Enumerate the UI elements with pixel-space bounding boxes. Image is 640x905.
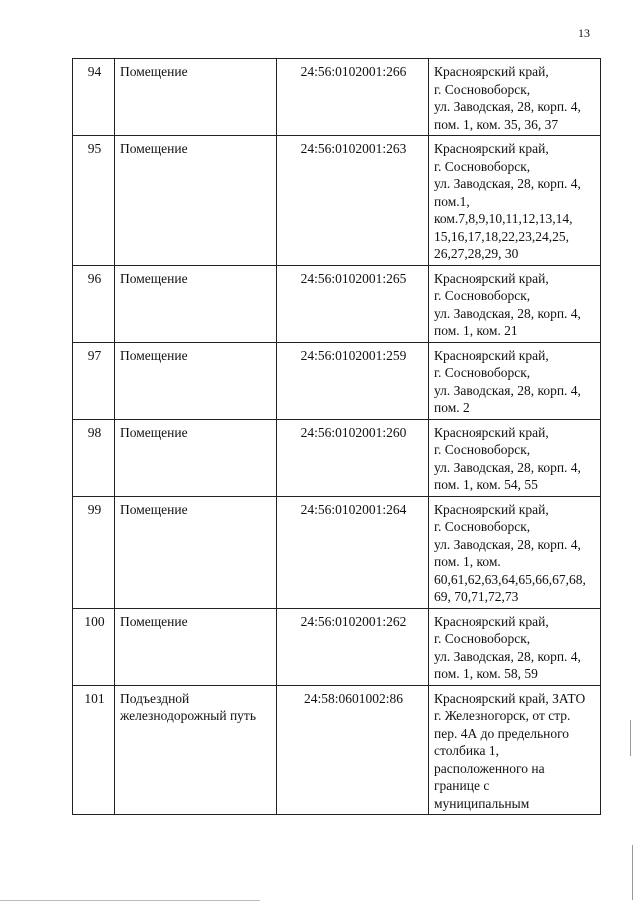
- address-line: г. Сосновоборск,: [434, 442, 531, 457]
- table-row: [73, 496, 601, 608]
- address-cell: [429, 608, 601, 685]
- address-line: Красноярский край,: [434, 613, 549, 629]
- address-line: расположенного на: [434, 760, 545, 776]
- address-line: 26,27,28,29, 30: [434, 246, 519, 261]
- address-cell: [429, 136, 601, 266]
- address-line: Красноярский край,: [434, 141, 549, 156]
- object-type-cell: [115, 685, 277, 815]
- address-cell: [429, 496, 601, 608]
- object-type-line: Помещение: [120, 141, 188, 156]
- page-number: 13: [578, 26, 590, 40]
- row-number: 101: [73, 685, 115, 815]
- row-number: 100: [73, 608, 115, 685]
- address-line: 69, 70,71,72,73: [434, 589, 519, 604]
- cadastral-number: 24:56:0102001:265: [277, 265, 429, 342]
- object-type-line: Подъездной: [120, 690, 190, 706]
- object-type-line: Помещение: [120, 64, 188, 79]
- address-line: пом. 1, ком. 35, 36, 37: [434, 116, 559, 132]
- table-row: [73, 136, 601, 266]
- address-line: пер. 4А до предельного: [434, 725, 570, 741]
- object-type-cell: [115, 265, 277, 342]
- address-cell: [429, 342, 601, 419]
- address-line: г. Сосновоборск,: [434, 288, 531, 303]
- cadastral-number: 24:56:0102001:260: [277, 419, 429, 496]
- table-row: [73, 608, 601, 685]
- address-line: ул. Заводская, 28, корп. 4,: [434, 648, 581, 664]
- address-line: ул. Заводская, 28, корп. 4,: [434, 382, 581, 398]
- address-line: ком.7,8,9,10,11,12,13,14,: [434, 211, 573, 226]
- address-cell: [429, 265, 601, 342]
- address-line: пом. 1, ком. 54, 55: [434, 477, 538, 492]
- object-type-cell: [115, 496, 277, 608]
- property-registry-table: [72, 58, 601, 815]
- address-line: г. Сосновоборск,: [434, 519, 531, 534]
- table-row: [73, 342, 601, 419]
- address-line: пом. 1, ком. 21: [434, 323, 518, 338]
- address-line: г. Сосновоборск,: [434, 631, 531, 646]
- row-number: 99: [73, 496, 115, 608]
- address-line: ул. Заводская, 28, корп. 4,: [434, 459, 581, 475]
- address-line: Красноярский край, ЗАТО: [434, 690, 586, 706]
- address-line: г. Железногорск, от стр.: [434, 708, 571, 723]
- scan-bottom-edge: [0, 900, 260, 901]
- object-type-line: Помещение: [120, 613, 188, 629]
- cadastral-number: 24:56:0102001:263: [277, 136, 429, 266]
- table-row: [73, 59, 601, 136]
- cadastral-number: 24:56:0102001:266: [277, 59, 429, 136]
- row-number: 95: [73, 136, 115, 266]
- address-line: пом. 1, ком. 58, 59: [434, 666, 538, 681]
- object-type-cell: [115, 608, 277, 685]
- row-number: 97: [73, 342, 115, 419]
- object-type-line: Помещение: [120, 501, 188, 517]
- row-number: 98: [73, 419, 115, 496]
- object-type-cell: [115, 419, 277, 496]
- cadastral-number: 24:56:0102001:262: [277, 608, 429, 685]
- address-line: Красноярский край,: [434, 64, 549, 79]
- table-row: [73, 419, 601, 496]
- address-line: 60,61,62,63,64,65,66,67,68,: [434, 571, 586, 587]
- address-line: ул. Заводская, 28, корп. 4,: [434, 305, 581, 321]
- scan-margin-mark: [630, 720, 631, 756]
- address-line: ул. Заводская, 28, корп. 4,: [434, 536, 581, 552]
- object-type-line: железнодорожный путь: [120, 708, 256, 723]
- row-number: 96: [73, 265, 115, 342]
- address-line: ул. Заводская, 28, корп. 4,: [434, 99, 581, 114]
- table-row: [73, 685, 601, 815]
- address-line: пом.1,: [434, 193, 470, 209]
- row-number: 94: [73, 59, 115, 136]
- address-line: столбика 1,: [434, 743, 499, 758]
- address-cell: [429, 59, 601, 136]
- registry-body: [73, 59, 601, 815]
- address-line: Красноярский край,: [434, 501, 549, 517]
- object-type-cell: [115, 59, 277, 136]
- address-line: Красноярский край,: [434, 270, 549, 286]
- object-type-line: Помещение: [120, 347, 188, 363]
- address-line: г. Сосновоборск,: [434, 158, 531, 174]
- cadastral-number: 24:56:0102001:259: [277, 342, 429, 419]
- cadastral-number: 24:56:0102001:264: [277, 496, 429, 608]
- address-line: г. Сосновоборск,: [434, 365, 531, 380]
- address-line: пом. 1, ком.: [434, 554, 501, 569]
- scan-margin-mark: [632, 845, 633, 900]
- address-line: ул. Заводская, 28, корп. 4,: [434, 176, 581, 191]
- object-type-line: Помещение: [120, 270, 188, 286]
- address-line: Красноярский край,: [434, 347, 549, 363]
- table-row: [73, 265, 601, 342]
- object-type-cell: [115, 342, 277, 419]
- address-cell: [429, 685, 601, 815]
- object-type-line: Помещение: [120, 424, 188, 440]
- object-type-cell: [115, 136, 277, 266]
- address-line: муниципальным: [434, 795, 530, 811]
- address-cell: [429, 419, 601, 496]
- address-line: г. Сосновоборск,: [434, 81, 531, 97]
- address-line: 15,16,17,18,22,23,24,25,: [434, 228, 569, 244]
- cadastral-number: 24:58:0601002:86: [277, 685, 429, 815]
- address-line: пом. 2: [434, 400, 470, 415]
- address-line: Красноярский край,: [434, 424, 549, 440]
- address-line: границе с: [434, 778, 490, 793]
